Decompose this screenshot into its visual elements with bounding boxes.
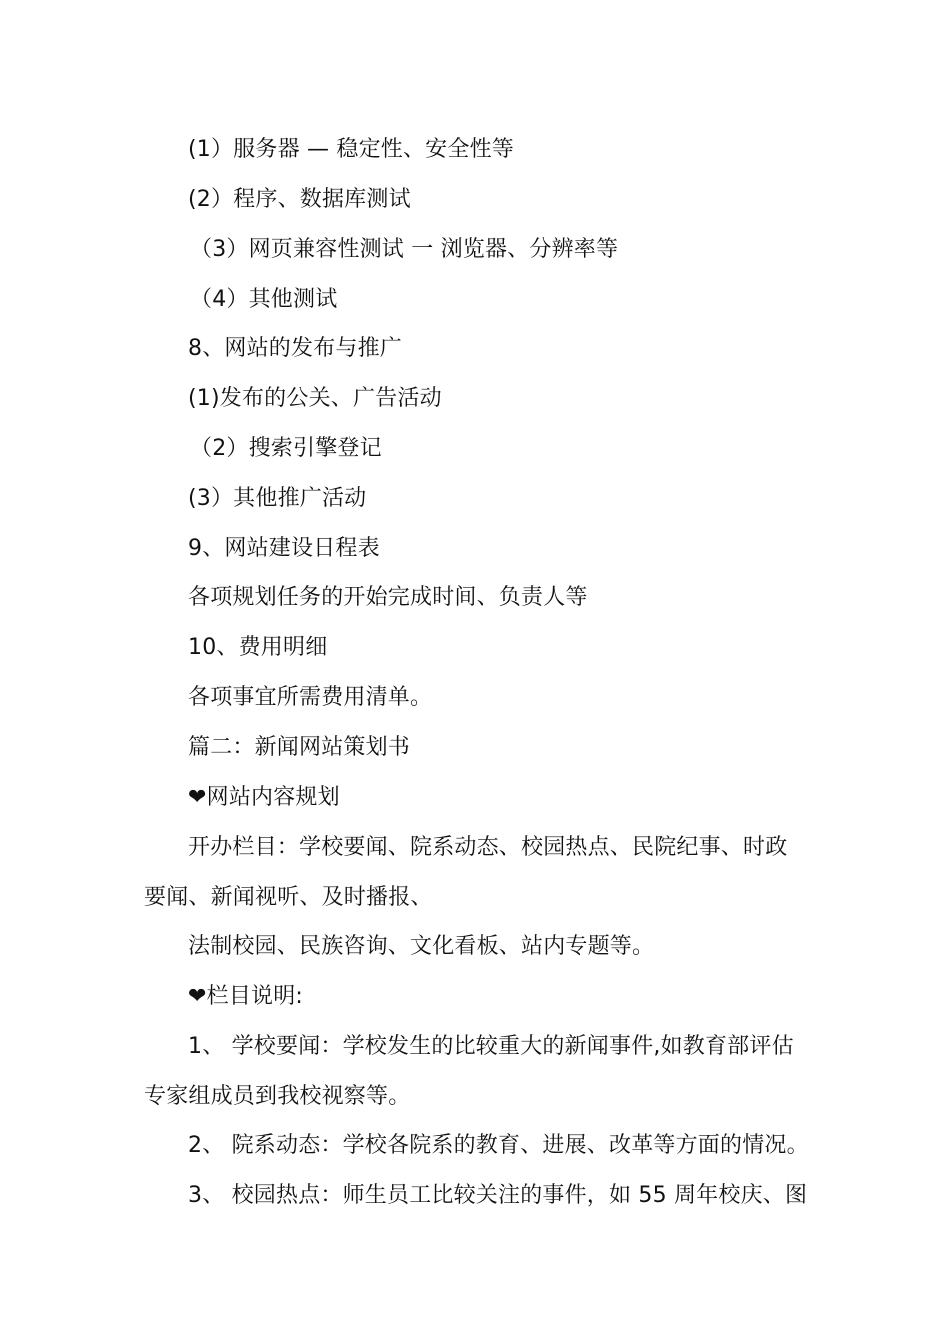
text-line: (1）服务器 — 稳定性、安全性等 <box>188 137 514 162</box>
text-line: （4）其他测试 <box>190 287 338 312</box>
section-heading: 10、费用明细 <box>188 635 328 660</box>
text-line: （2）搜索引擎登记 <box>190 436 382 461</box>
paragraph-line: 要闻、新闻视听、及时播报、 <box>144 885 433 910</box>
paragraph-line: 2、 院系动态：学校各院系的教育、进展、改革等方面的情况。 <box>188 1133 809 1158</box>
paragraph-line: 开办栏目：学校要闻、院系动态、校园热点、民院纪事、时政 <box>188 835 788 860</box>
text-line: 各项事宜所需费用清单。 <box>188 685 433 710</box>
paragraph-line: 3、 校园热点：师生员工比较关注的事件，如 55 周年校庆、图 <box>188 1183 808 1208</box>
section-heading: 9、网站建设日程表 <box>188 536 380 561</box>
text-line: (1)发布的公关、广告活动 <box>188 386 442 411</box>
text-line: (2）程序、数据库测试 <box>188 187 411 212</box>
heart-heading: ❤栏目说明: <box>188 984 304 1009</box>
paragraph-line: 法制校园、民族咨询、文化看板、站内专题等。 <box>188 934 655 959</box>
heart-heading: ❤网站内容规划 <box>188 785 340 810</box>
text-line: （3）网页兼容性测试 一 浏览器、分辨率等 <box>190 237 619 262</box>
text-line: (3）其他推广活动 <box>188 486 367 511</box>
section-heading: 8、网站的发布与推广 <box>188 336 402 361</box>
chapter-heading: 篇二：新闻网站策划书 <box>188 735 411 760</box>
paragraph-line: 1、 学校要闻：学校发生的比较重大的新闻事件,如教育部评估 <box>188 1034 794 1059</box>
text-line: 各项规划任务的开始完成时间、负责人等 <box>188 585 588 610</box>
paragraph-line: 专家组成员到我校视察等。 <box>144 1084 411 1109</box>
